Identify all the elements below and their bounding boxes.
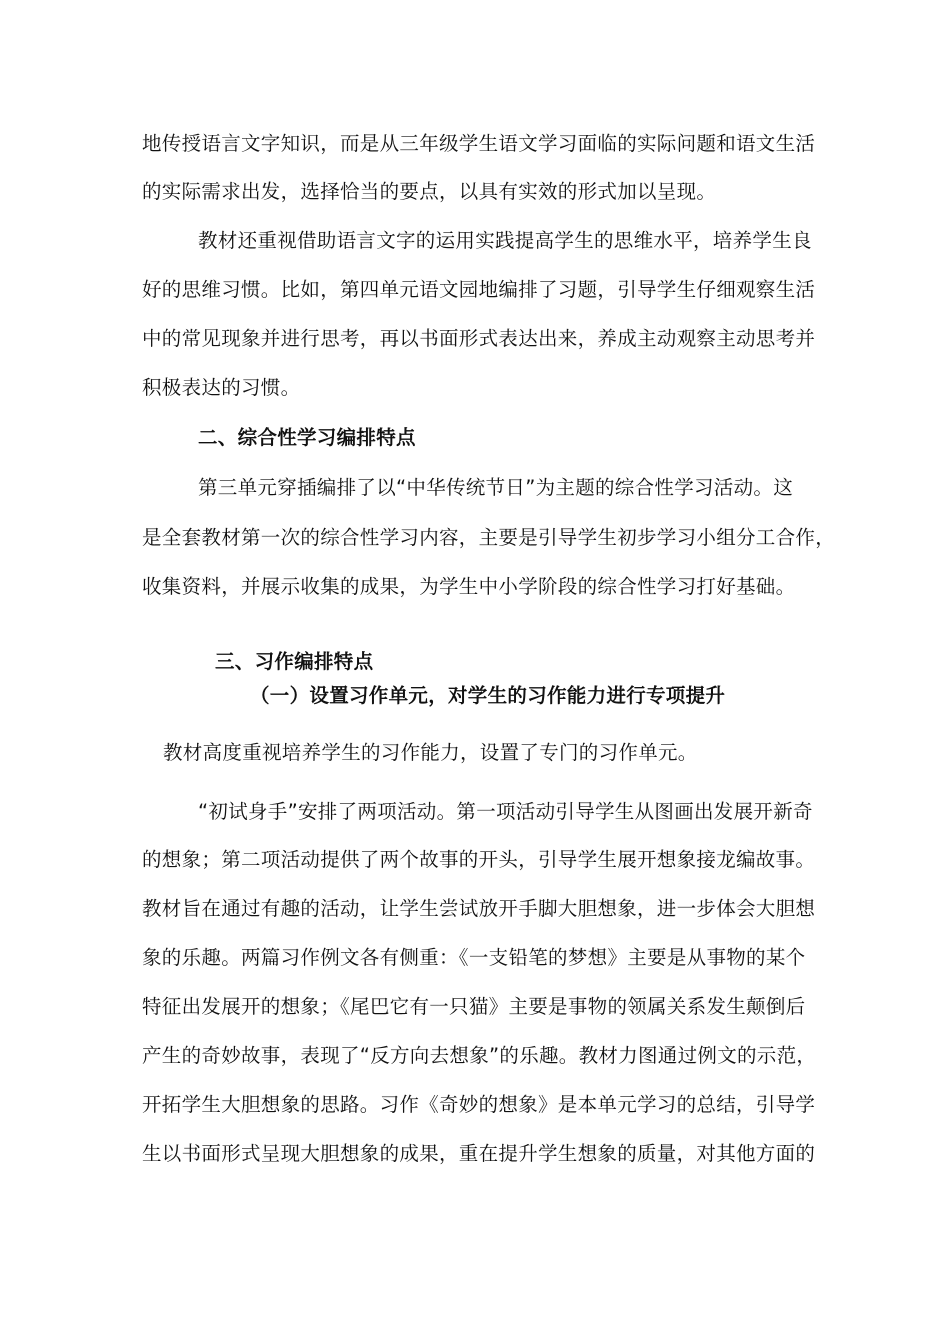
- paragraph-1-line-1: 地传授语言文字知识，而是从三年级学生语文学习面临的实际问题和语文生活: [142, 132, 816, 155]
- paragraph-5-line-8: 生以书面形式呈现大胆想象的成果，重在提升学生想象的质量，对其他方面的: [142, 1142, 816, 1165]
- paragraph-4: 教材高度重视培养学生的习作能力，设置了专门的习作单元。: [163, 741, 698, 764]
- paragraph-5-line-7: 开拓学生大胆想象的思路。习作《奇妙的想象》是本单元学习的总结，引导学: [142, 1093, 816, 1116]
- paragraph-5-line-2: 的想象；第二项活动提供了两个故事的开头，引导学生展开想象接龙编故事。: [142, 848, 816, 871]
- paragraph-5-line-3: 教材旨在通过有趣的活动，让学生尝试放开手脚大胆想象，进一步体会大胆想: [142, 897, 816, 920]
- paragraph-2-line-2: 好的思维习惯。比如，第四单元语文园地编排了习题，引导学生仔细观察生活: [142, 278, 816, 301]
- paragraph-3-line-2: 是全套教材第一次的综合性学习内容，主要是引导学生初步学习小组分工合作，: [142, 526, 836, 549]
- section-heading-3: 三、习作编排特点: [215, 650, 374, 673]
- paragraph-5-line-4: 象的乐趣。两篇习作例文各有侧重：《一支铅笔的梦想》主要是从事物的某个: [142, 946, 806, 969]
- section-heading-2: 二、综合性学习编排特点: [198, 426, 416, 449]
- paragraph-2-line-4: 积极表达的习惯。: [142, 376, 301, 399]
- paragraph-5-line-5: 特征出发展开的想象；《尾巴它有一只猫》主要是事物的领属关系发生颠倒后: [142, 995, 806, 1018]
- paragraph-5-line-1: “初试身手”安排了两项活动。第一项活动引导学生从图画出发展开新奇: [198, 800, 813, 823]
- subsection-heading-1: （一）设置习作单元，对学生的习作能力进行专项提升: [250, 684, 726, 707]
- paragraph-3-line-1: 第三单元穿插编排了以“中华传统节日”为主题的综合性学习活动。这: [198, 476, 794, 499]
- paragraph-5-line-6: 产生的奇妙故事，表现了“反方向去想象”的乐趣。教材力图通过例文的示范，: [142, 1044, 817, 1067]
- paragraph-2-line-1: 教材还重视借助语言文字的运用实践提高学生的思维水平，培养学生良: [198, 229, 812, 252]
- paragraph-3-line-3: 收集资料，并展示收集的成果，为学生中小学阶段的综合性学习打好基础。: [142, 575, 796, 598]
- paragraph-1-line-2: 的实际需求出发，选择恰当的要点，以具有实效的形式加以呈现。: [142, 180, 717, 203]
- paragraph-2-line-3: 中的常见现象并进行思考，再以书面形式表达出来，养成主动观察主动思考并: [142, 327, 816, 350]
